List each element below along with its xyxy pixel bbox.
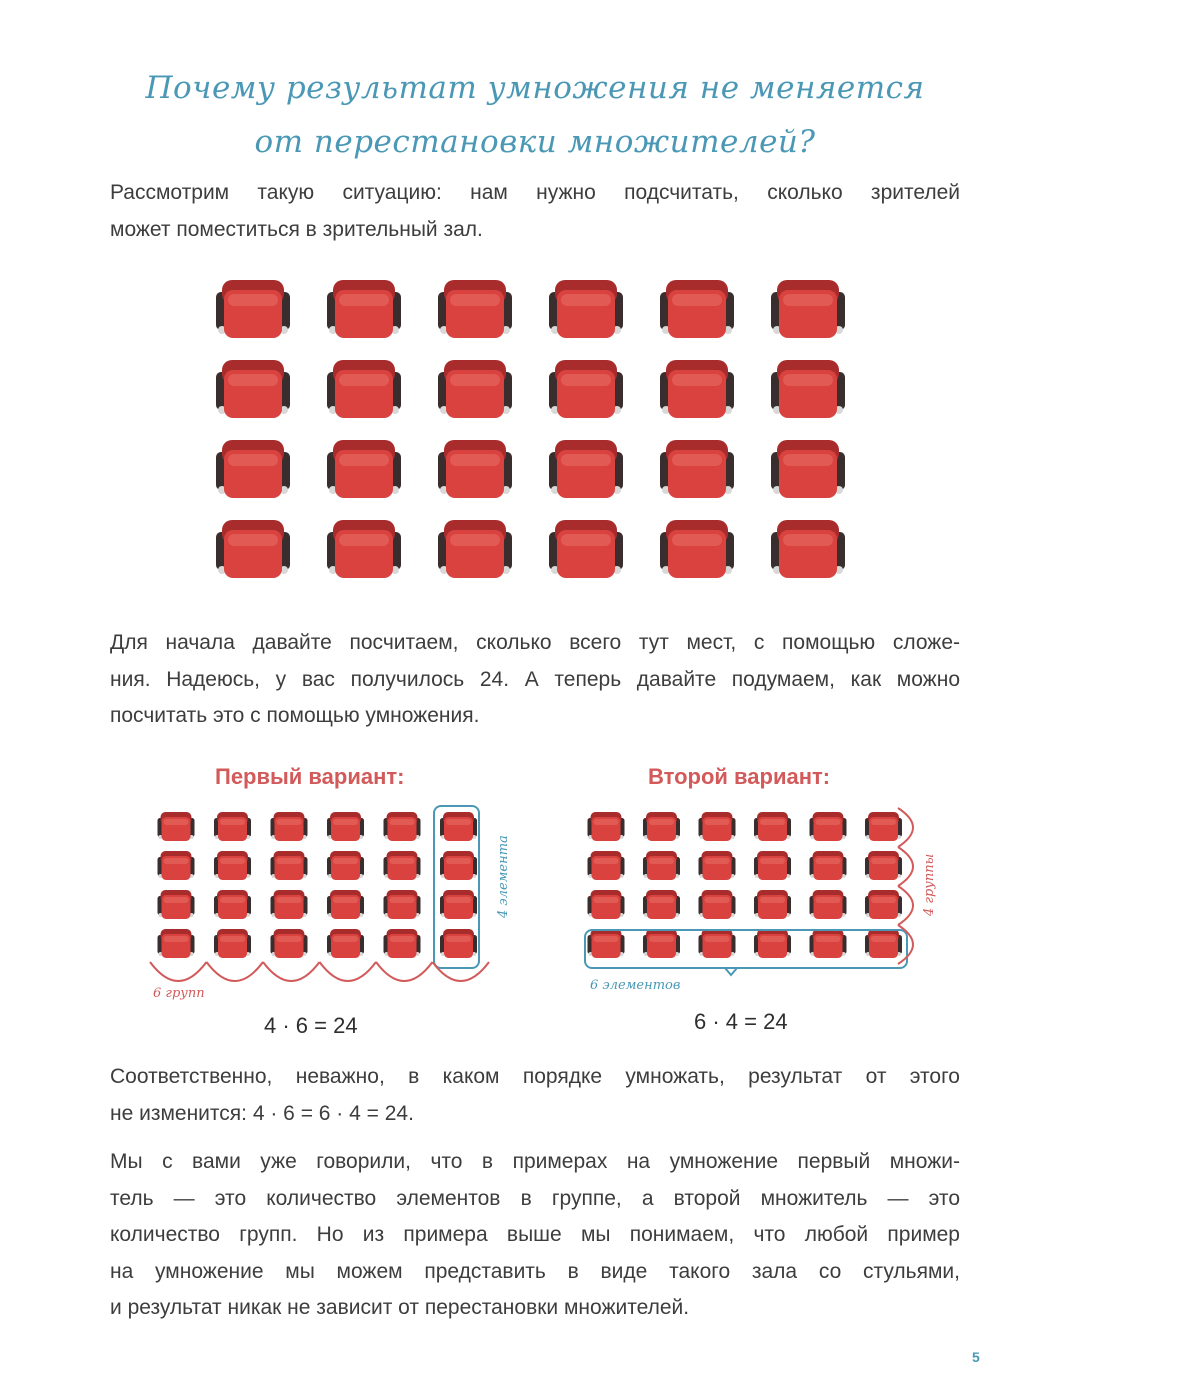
variant-1-seat xyxy=(158,890,195,919)
variant-2-group-box xyxy=(585,930,907,968)
variant-2-seat xyxy=(865,812,902,841)
hall-seat xyxy=(327,360,401,418)
variant-2-group-label: 6 элементов xyxy=(590,978,681,993)
variant-2-seat xyxy=(754,890,791,919)
hall-seat xyxy=(438,280,512,338)
variant-1-equation: 4 · 6 = 24 xyxy=(264,1013,358,1038)
text-line: количество групп. Но из примера выше мы понимаем, что любой пример xyxy=(110,1223,960,1246)
variant-1-count-label: 6 групп xyxy=(153,986,205,1001)
variant-2-seat xyxy=(643,890,680,919)
text-line: Соответственно, неважно, в каком порядке умножать, результат от этого xyxy=(110,1065,960,1088)
hall-seat xyxy=(327,440,401,498)
conclusion-paragraph xyxy=(110,1059,960,1132)
text-line: на умножение мы можем представить в виде такого зала со стульями, xyxy=(110,1259,960,1283)
text-line: Для начала давайте посчитаем, сколько всего тут мест, с помощью сложе- xyxy=(110,631,960,654)
hall-seat xyxy=(549,520,623,578)
variant-1-group-label: 4 элемента xyxy=(496,835,511,918)
text-line: Мы с вами уже говорили, что в примерах на умножение первый множи- xyxy=(110,1150,960,1173)
variant-1-seat xyxy=(384,851,421,880)
hall-seat xyxy=(216,280,290,338)
variant-1-seat xyxy=(440,812,477,841)
page-number: 5 xyxy=(972,1349,980,1365)
variant-2-seat xyxy=(754,929,791,958)
variant-2-seat xyxy=(699,812,736,841)
variant-2-seat xyxy=(699,929,736,958)
variant-1-seat xyxy=(327,890,364,919)
hall-seat xyxy=(438,360,512,418)
hall-seat xyxy=(660,280,734,338)
variant-2-seat xyxy=(754,812,791,841)
addition-paragraph xyxy=(110,625,960,735)
variant-1-seat xyxy=(214,851,251,880)
variant-1-seat xyxy=(384,929,421,958)
hall-seat xyxy=(438,520,512,578)
variant-1-seat xyxy=(327,812,364,841)
variant-2-seat xyxy=(865,929,902,958)
hall-seat xyxy=(660,520,734,578)
hall-seat xyxy=(216,440,290,498)
variant-2-seat xyxy=(810,851,847,880)
variant-2-seat xyxy=(810,812,847,841)
variant-2-seat xyxy=(643,812,680,841)
variant-1-seat xyxy=(384,812,421,841)
text-line: может поместиться в зрительный зал. xyxy=(110,217,483,241)
variant-1-seat xyxy=(440,929,477,958)
variant-1-seat xyxy=(158,929,195,958)
variant-2-seat xyxy=(810,890,847,919)
hall-seat xyxy=(771,520,845,578)
variant-2-title: Второй вариант: xyxy=(648,764,831,789)
variant-2-seat xyxy=(865,851,902,880)
text-line: и результат никак не зависит от перестановки множителей. xyxy=(110,1296,690,1319)
variant-1-seat xyxy=(271,812,308,841)
variant-1-title: Первый вариант: xyxy=(215,764,405,789)
variant-2-seat xyxy=(588,851,625,880)
variant-1-seat xyxy=(384,890,421,919)
variant-1-seat xyxy=(271,929,308,958)
hall-seat xyxy=(216,520,290,578)
variant-1-seat xyxy=(440,851,477,880)
variant-2-seat xyxy=(865,890,902,919)
variant-1-seat xyxy=(158,851,195,880)
hall-seat xyxy=(327,280,401,338)
variant-2-seat xyxy=(643,851,680,880)
variant-1-seat xyxy=(271,890,308,919)
variant-1-seat xyxy=(440,890,477,919)
variant-2-seat xyxy=(643,929,680,958)
variant-2-count-label: 4 группы xyxy=(922,853,937,916)
variant-1-seat xyxy=(214,812,251,841)
hall-seat xyxy=(549,440,623,498)
variant-2-seat xyxy=(588,929,625,958)
variant-1-group-brackets xyxy=(150,962,489,981)
text-line: Рассмотрим такую ситуацию: нам нужно подсчитать, сколько зрителей xyxy=(110,181,960,204)
hall-seat xyxy=(216,360,290,418)
hall-seat xyxy=(771,360,845,418)
variant-1-seat xyxy=(327,851,364,880)
page-title-line-1: Почему результат умножения не меняется xyxy=(145,70,925,106)
hall-seat xyxy=(660,360,734,418)
text-line: посчитать это с помощью умножения. xyxy=(110,704,480,727)
page-title-line-2: от перестановки множителей? xyxy=(254,124,816,160)
variant-2-seat xyxy=(754,851,791,880)
variant-2-seat xyxy=(588,812,625,841)
hall-seat xyxy=(549,360,623,418)
hall-seat xyxy=(327,520,401,578)
variant-1-seat xyxy=(158,812,195,841)
variant-2-seat xyxy=(699,851,736,880)
variant-2-equation: 6 · 4 = 24 xyxy=(694,1009,788,1034)
explanation-paragraph xyxy=(110,1144,960,1327)
hall-seat xyxy=(771,440,845,498)
text-line: не изменится: 4 · 6 = 6 · 4 = 24. xyxy=(110,1101,414,1125)
variant-1-seat xyxy=(214,890,251,919)
hall-seat xyxy=(438,440,512,498)
variant-1-seat xyxy=(214,929,251,958)
variant-2-seat xyxy=(810,929,847,958)
variant-2-seat xyxy=(699,890,736,919)
hall-seat xyxy=(660,440,734,498)
variant-1-seat xyxy=(327,929,364,958)
hall-seat xyxy=(549,280,623,338)
variant-1-seat xyxy=(271,851,308,880)
text-line: тель — это количество элементов в группе, а второй множитель — это xyxy=(110,1186,960,1210)
variant-2-seat xyxy=(588,890,625,919)
hall-seat xyxy=(771,280,845,338)
variant-2-box-pointer xyxy=(725,968,737,975)
text-line: ния. Надеюсь, у вас получилось 24. А теперь давайте подумаем, как можно xyxy=(110,667,960,691)
